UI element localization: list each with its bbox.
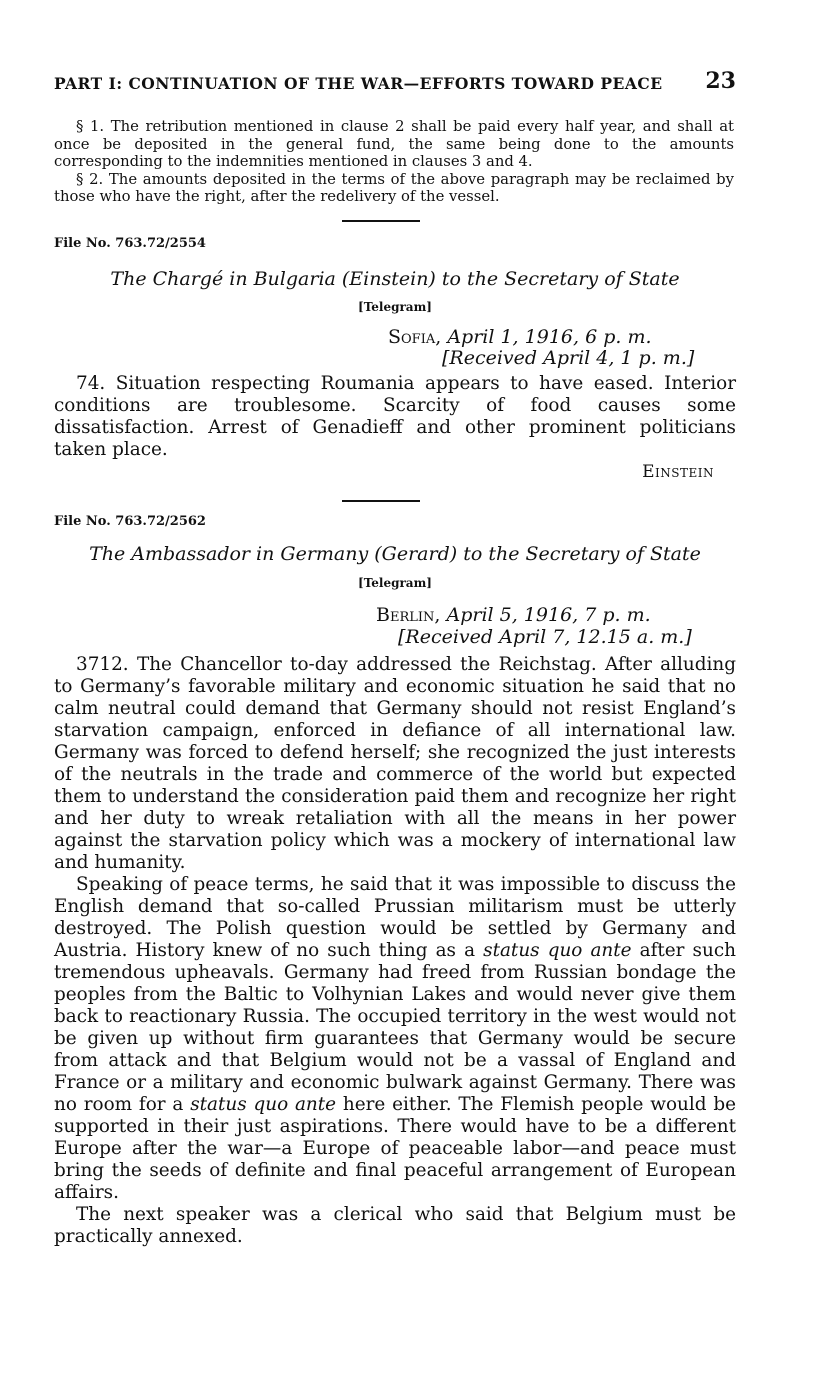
dateline-sent — [388, 326, 652, 348]
clause-paragraph-1: § 1. The retribution mentioned in clause 2 shall be paid every half year, and shall at once be deposited in the general fund, the same being done to the amounts corresponding to the indemnities mentioned in clauses 3 and 4. — [54, 118, 734, 171]
signature: Einstein — [642, 462, 714, 482]
dateline-place: Berlin, — [376, 604, 441, 626]
telegram-paragraph — [54, 874, 736, 1204]
dateline-date: April 5, 1916, 7 p. m. — [446, 604, 651, 626]
section-divider — [342, 220, 420, 222]
telegram-paragraph: 3712. The Chancellor to-day addressed the Reichstag. After alluding to Germany’s favorable military and economic situation he said that no calm neutral could demand that Germany should not resist England’s starvation campaign, enforced in defiance of all international law. Germany was forced to defend herself; she recognized the just interests of the neutrals in the trade and commerce of the world but expected them to understand the consideration paid them and recognize her right and her duty to wreak retaliation with all the means in her power against the starvation policy which was a mockery of international law and humanity. — [54, 654, 736, 873]
text-run: here either. The Flemish people would be supported in their just aspirations. There would have to be a different Europe after the war—a Europe of peaceable labor—and peace must bring the seeds of definite and final peaceful arrangement of European affairs. — [54, 1094, 737, 1203]
document-title: The Chargé in Bulgaria (Einstein) to the Secretary of State — [110, 268, 680, 290]
file-number: File No. 763.72/2554 — [54, 236, 206, 251]
received-date: [Received April 7, 12.15 a. m.] — [398, 626, 692, 648]
running-title: PART I: CONTINUATION OF THE WAR—EFFORTS TOWARD PEACE — [54, 74, 663, 93]
telegram-label: [Telegram] — [358, 576, 432, 590]
section-divider — [342, 500, 420, 502]
telegram-paragraph: The next speaker was a clerical who said that Belgium must be practically annexed. — [54, 1204, 736, 1247]
telegram-label: [Telegram] — [358, 300, 432, 314]
text-run: after such tremendous upheavals. Germany had freed from Russian bondage the peoples from the Baltic to Volhynian Lakes and would never give them back to reactionary Russia. The occupied territory in the west would not be given up without firm guarantees that Germany would be secure from attack and that Belgium would not be a vassal of England and France or a military and economic bulwark against Germany. There was no room for a — [54, 940, 736, 1115]
page-number: 23 — [705, 68, 736, 94]
file-number: File No. 763.72/2562 — [54, 514, 206, 529]
telegram-paragraph: 74. Situation respecting Roumania appears to have eased. Interior conditions are troublesome. Scarcity of food causes some dissatisfaction. Arrest of Genadieff and other prominent politicians taken place. — [54, 373, 736, 460]
dateline-place: Sofia, — [388, 326, 442, 348]
italic-phrase: status quo ante — [190, 1094, 337, 1115]
italic-phrase: status quo ante — [483, 940, 632, 961]
dateline-received — [398, 626, 692, 648]
clause-paragraph-2: § 2. The amounts deposited in the terms of the above paragraph may be reclaimed by those who have the right, after the redelivery of the vessel. — [54, 170, 734, 206]
telegram-body — [54, 373, 736, 461]
received-date: [Received April 4, 1 p. m.] — [442, 347, 695, 369]
telegram-body — [54, 654, 736, 1248]
page-header — [54, 68, 736, 96]
dateline-sent — [376, 604, 651, 626]
document-title: The Ambassador in Germany (Gerard) to the Secretary of State — [89, 543, 701, 565]
dateline-date: April 1, 1916, 6 p. m. — [447, 326, 652, 348]
text-run: Speaking of peace terms, he said that it was impossible to discuss the English demand that so-called Prussian militarism must be utterly destroyed. The Polish question would be settled by Germany and Austria. History knew of no such thing as a — [54, 874, 736, 961]
dateline-received — [442, 347, 694, 369]
clause-paragraphs — [54, 118, 734, 206]
